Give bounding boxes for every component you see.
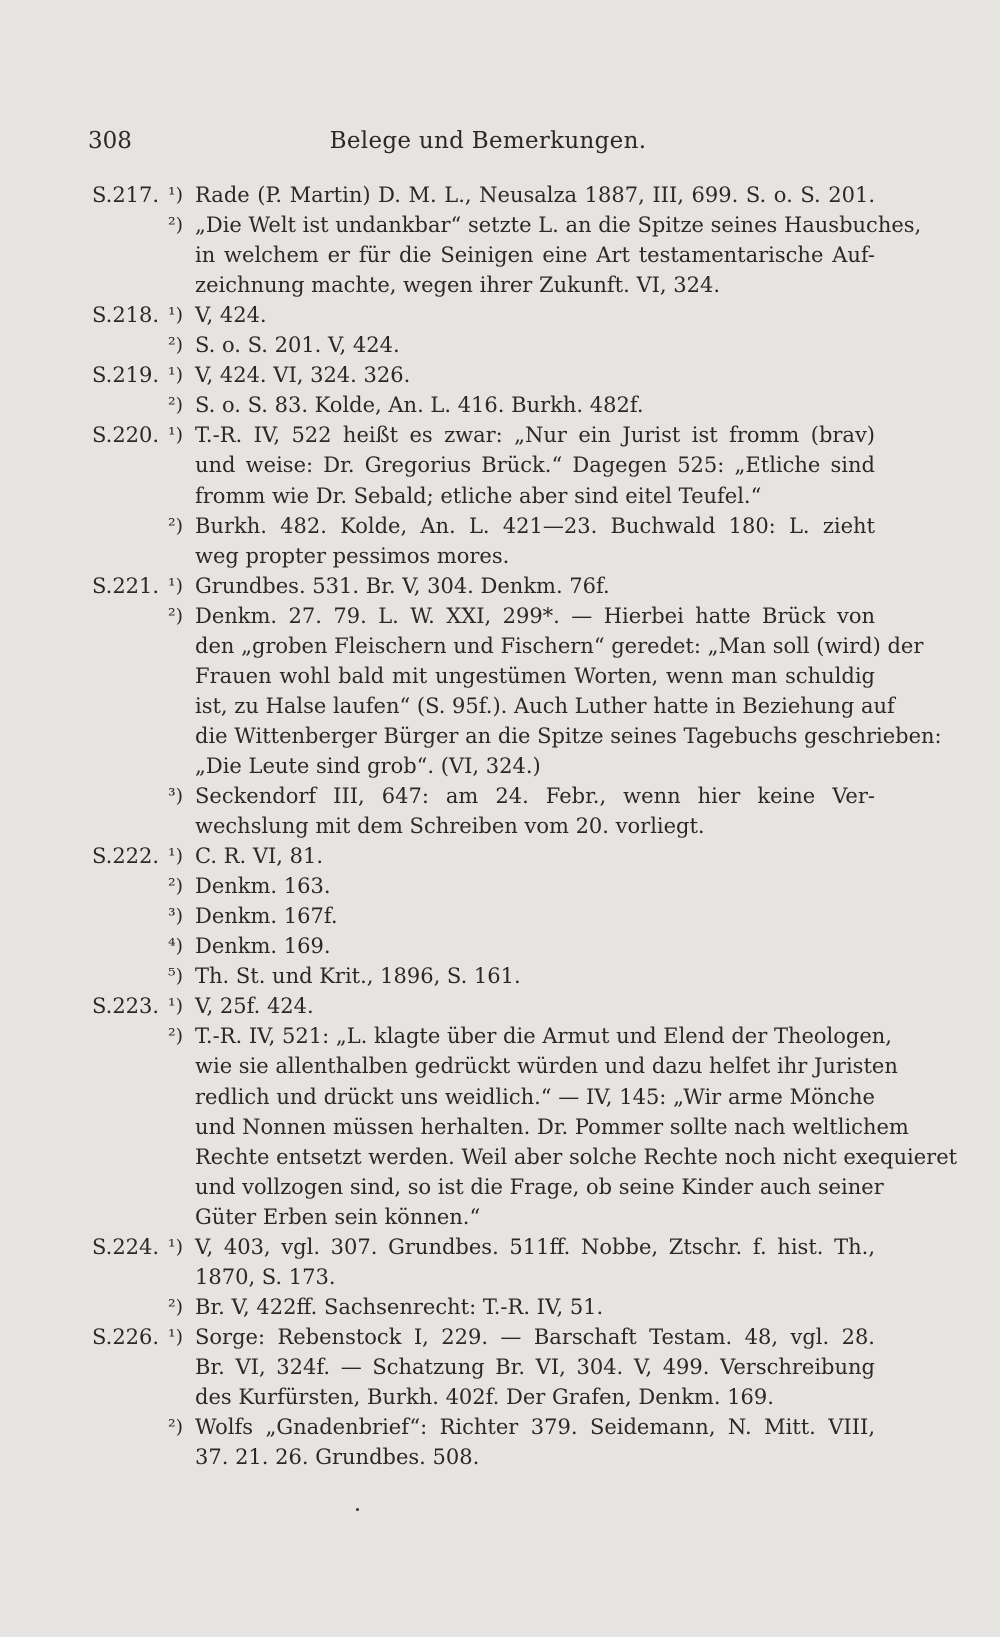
note-text: des Kurfürsten, Burkh. 402f. Der Grafen, Denkm. 169. <box>195 1385 774 1409</box>
footnote-number: ⁵) <box>168 965 184 988</box>
note-text: ist, zu Halse laufen“ (S. 95f.). Auch Luther hatte in Beziehung auf <box>195 693 895 718</box>
footnote-number: ²) <box>168 875 184 898</box>
footnote-number: ¹) <box>168 424 184 447</box>
note-text: T.-R. IV, 521: „L. klagte über die Armut und Elend der Theologen, <box>195 1024 892 1049</box>
note-text: und Nonnen müssen herhalten. Dr. Pommer sollte nach weltlichem <box>195 1114 909 1139</box>
note-text: Denkm. 27. 79. L. W. XXI, 299*. — Hierbei hatte Brück von <box>195 603 875 628</box>
footnote-number: ²) <box>168 1025 184 1048</box>
note-text: Denkm. 163. <box>195 874 331 899</box>
stray-mark <box>356 1508 359 1511</box>
note-text: Burkh. 482. Kolde, An. L. 421—23. Buchwald 180: L. zieht <box>195 513 875 538</box>
footnote-number: ²) <box>168 514 184 537</box>
note-text: Güter Erben sein können.“ <box>195 1204 481 1229</box>
note-text: „Die Leute sind grob“. (VI, 324.) <box>195 753 541 778</box>
section-ref: S.218. <box>92 303 160 328</box>
note-text: weg propter pessimos mores. <box>195 543 510 568</box>
footnote-number: ¹) <box>168 995 184 1018</box>
footnote-number: ²) <box>168 1416 184 1439</box>
note-text: Denkm. 169. <box>195 934 331 959</box>
section-ref: S.217. <box>92 183 160 207</box>
footnote-number: ²) <box>168 214 184 237</box>
section-ref: S.223. <box>92 994 160 1019</box>
section-ref: S.220. <box>92 423 160 448</box>
note-text: Seckendorf III, 647: am 24. Febr., wenn hier keine Ver- <box>195 784 875 808</box>
note-text: den „groben Fleischern und Fischern“ geredet: „Man soll (wird) der <box>195 633 924 658</box>
footnote-number: ²) <box>168 394 184 417</box>
section-ref: S.222. <box>92 844 160 869</box>
note-text: fromm wie Dr. Sebald; etliche aber sind eitel Teufel.“ <box>195 483 762 508</box>
note-text: Rechte entsetzt werden. Weil aber solche Rechte noch nicht exequieret <box>195 1144 958 1169</box>
note-text: Sorge: Rebenstock I, 229. — Barschaft Testam. 48, vgl. 28. <box>195 1324 875 1349</box>
note-text: in welchem er für die Seinigen eine Art testamentarische Auf- <box>195 243 875 268</box>
footnote-number: ¹) <box>168 304 184 327</box>
footnote-number: ¹) <box>168 184 184 206</box>
note-text: und vollzogen sind, so ist die Frage, ob seine Kinder auch seiner <box>195 1174 884 1199</box>
page-header <box>88 128 888 168</box>
note-text: Frauen wohl bald mit ungestümen Worten, wenn man schuldig <box>195 663 875 688</box>
footnote-number: ¹) <box>168 574 184 597</box>
section-ref: S.219. <box>92 363 160 388</box>
section-ref: S.224. <box>92 1234 160 1259</box>
footnote-number: ²) <box>168 1295 184 1318</box>
note-text: zeichnung machte, wegen ihrer Zukunft. VI, 324. <box>195 273 721 298</box>
note-text: Rade (P. Martin) D. M. L., Neusalza 1887, III, 699. S. o. S. 201. <box>195 183 875 207</box>
note-text: 1870, S. 173. <box>195 1264 336 1289</box>
note-text: Denkm. 167f. <box>195 904 338 929</box>
footnote-number: ³) <box>168 905 184 928</box>
note-text: V, 25f. 424. <box>195 994 314 1019</box>
page-number: 308 <box>88 128 132 154</box>
footnote-number: ²) <box>168 604 184 627</box>
note-text: redlich und drückt uns weidlich.“ — IV, 145: „Wir arme Mönche <box>195 1084 875 1109</box>
note-text: S. o. S. 83. Kolde, An. L. 416. Burkh. 482f. <box>195 393 644 418</box>
footnote-number: ¹) <box>168 364 184 387</box>
running-title: Belege und Bemerkungen. <box>329 128 647 154</box>
note-text: wechslung mit dem Schreiben vom 20. vorliegt. <box>195 814 705 839</box>
section-ref: S.226. <box>92 1324 160 1349</box>
note-text: C. R. VI, 81. <box>195 844 324 869</box>
footnote-number: ¹) <box>168 1325 184 1348</box>
footnote-number: ¹) <box>168 845 184 868</box>
note-text: S. o. S. 201. V, 424. <box>195 333 400 358</box>
note-text: und weise: Dr. Gregorius Brück.“ Dagegen 525: „Etliche sind <box>195 453 875 478</box>
section-ref: S.221. <box>92 573 160 598</box>
note-text: 37. 21. 26. Grundbes. 508. <box>195 1445 480 1470</box>
note-text: die Wittenberger Bürger an die Spitze seines Tagebuchs geschrieben: <box>195 723 942 748</box>
note-text: „Die Welt ist undankbar“ setzte L. an die Spitze seines Hausbuches, <box>195 213 922 238</box>
note-text: Br. VI, 324f. — Schatzung Br. VI, 304. V, 499. Verschreibung <box>195 1354 875 1379</box>
footnote-number: ²) <box>168 334 184 357</box>
note-text: Wolfs „Gnadenbrief“: Richter 379. Seidemann, N. Mitt. VIII, <box>195 1415 875 1440</box>
footnote-number: ⁴) <box>168 935 184 958</box>
footnote-number: ³) <box>168 785 184 807</box>
note-text: Grundbes. 531. Br. V, 304. Denkm. 76f. <box>195 573 610 598</box>
note-text: T.-R. IV, 522 heißt es zwar: „Nur ein Jurist ist fromm (brav) <box>195 423 875 448</box>
note-text: V, 403, vgl. 307. Grundbes. 511ff. Nobbe, Ztschr. f. hist. Th., <box>195 1234 875 1259</box>
footnote-number: ¹) <box>168 1235 184 1258</box>
note-text: V, 424. VI, 324. 326. <box>195 363 411 388</box>
note-text: Br. V, 422ff. Sachsenrecht: T.-R. IV, 51. <box>195 1294 604 1319</box>
note-text: V, 424. <box>195 303 267 328</box>
note-text: Th. St. und Krit., 1896, S. 161. <box>195 964 521 989</box>
note-text: wie sie allenthalben gedrückt würden und dazu helfet ihr Juristen <box>195 1054 898 1079</box>
